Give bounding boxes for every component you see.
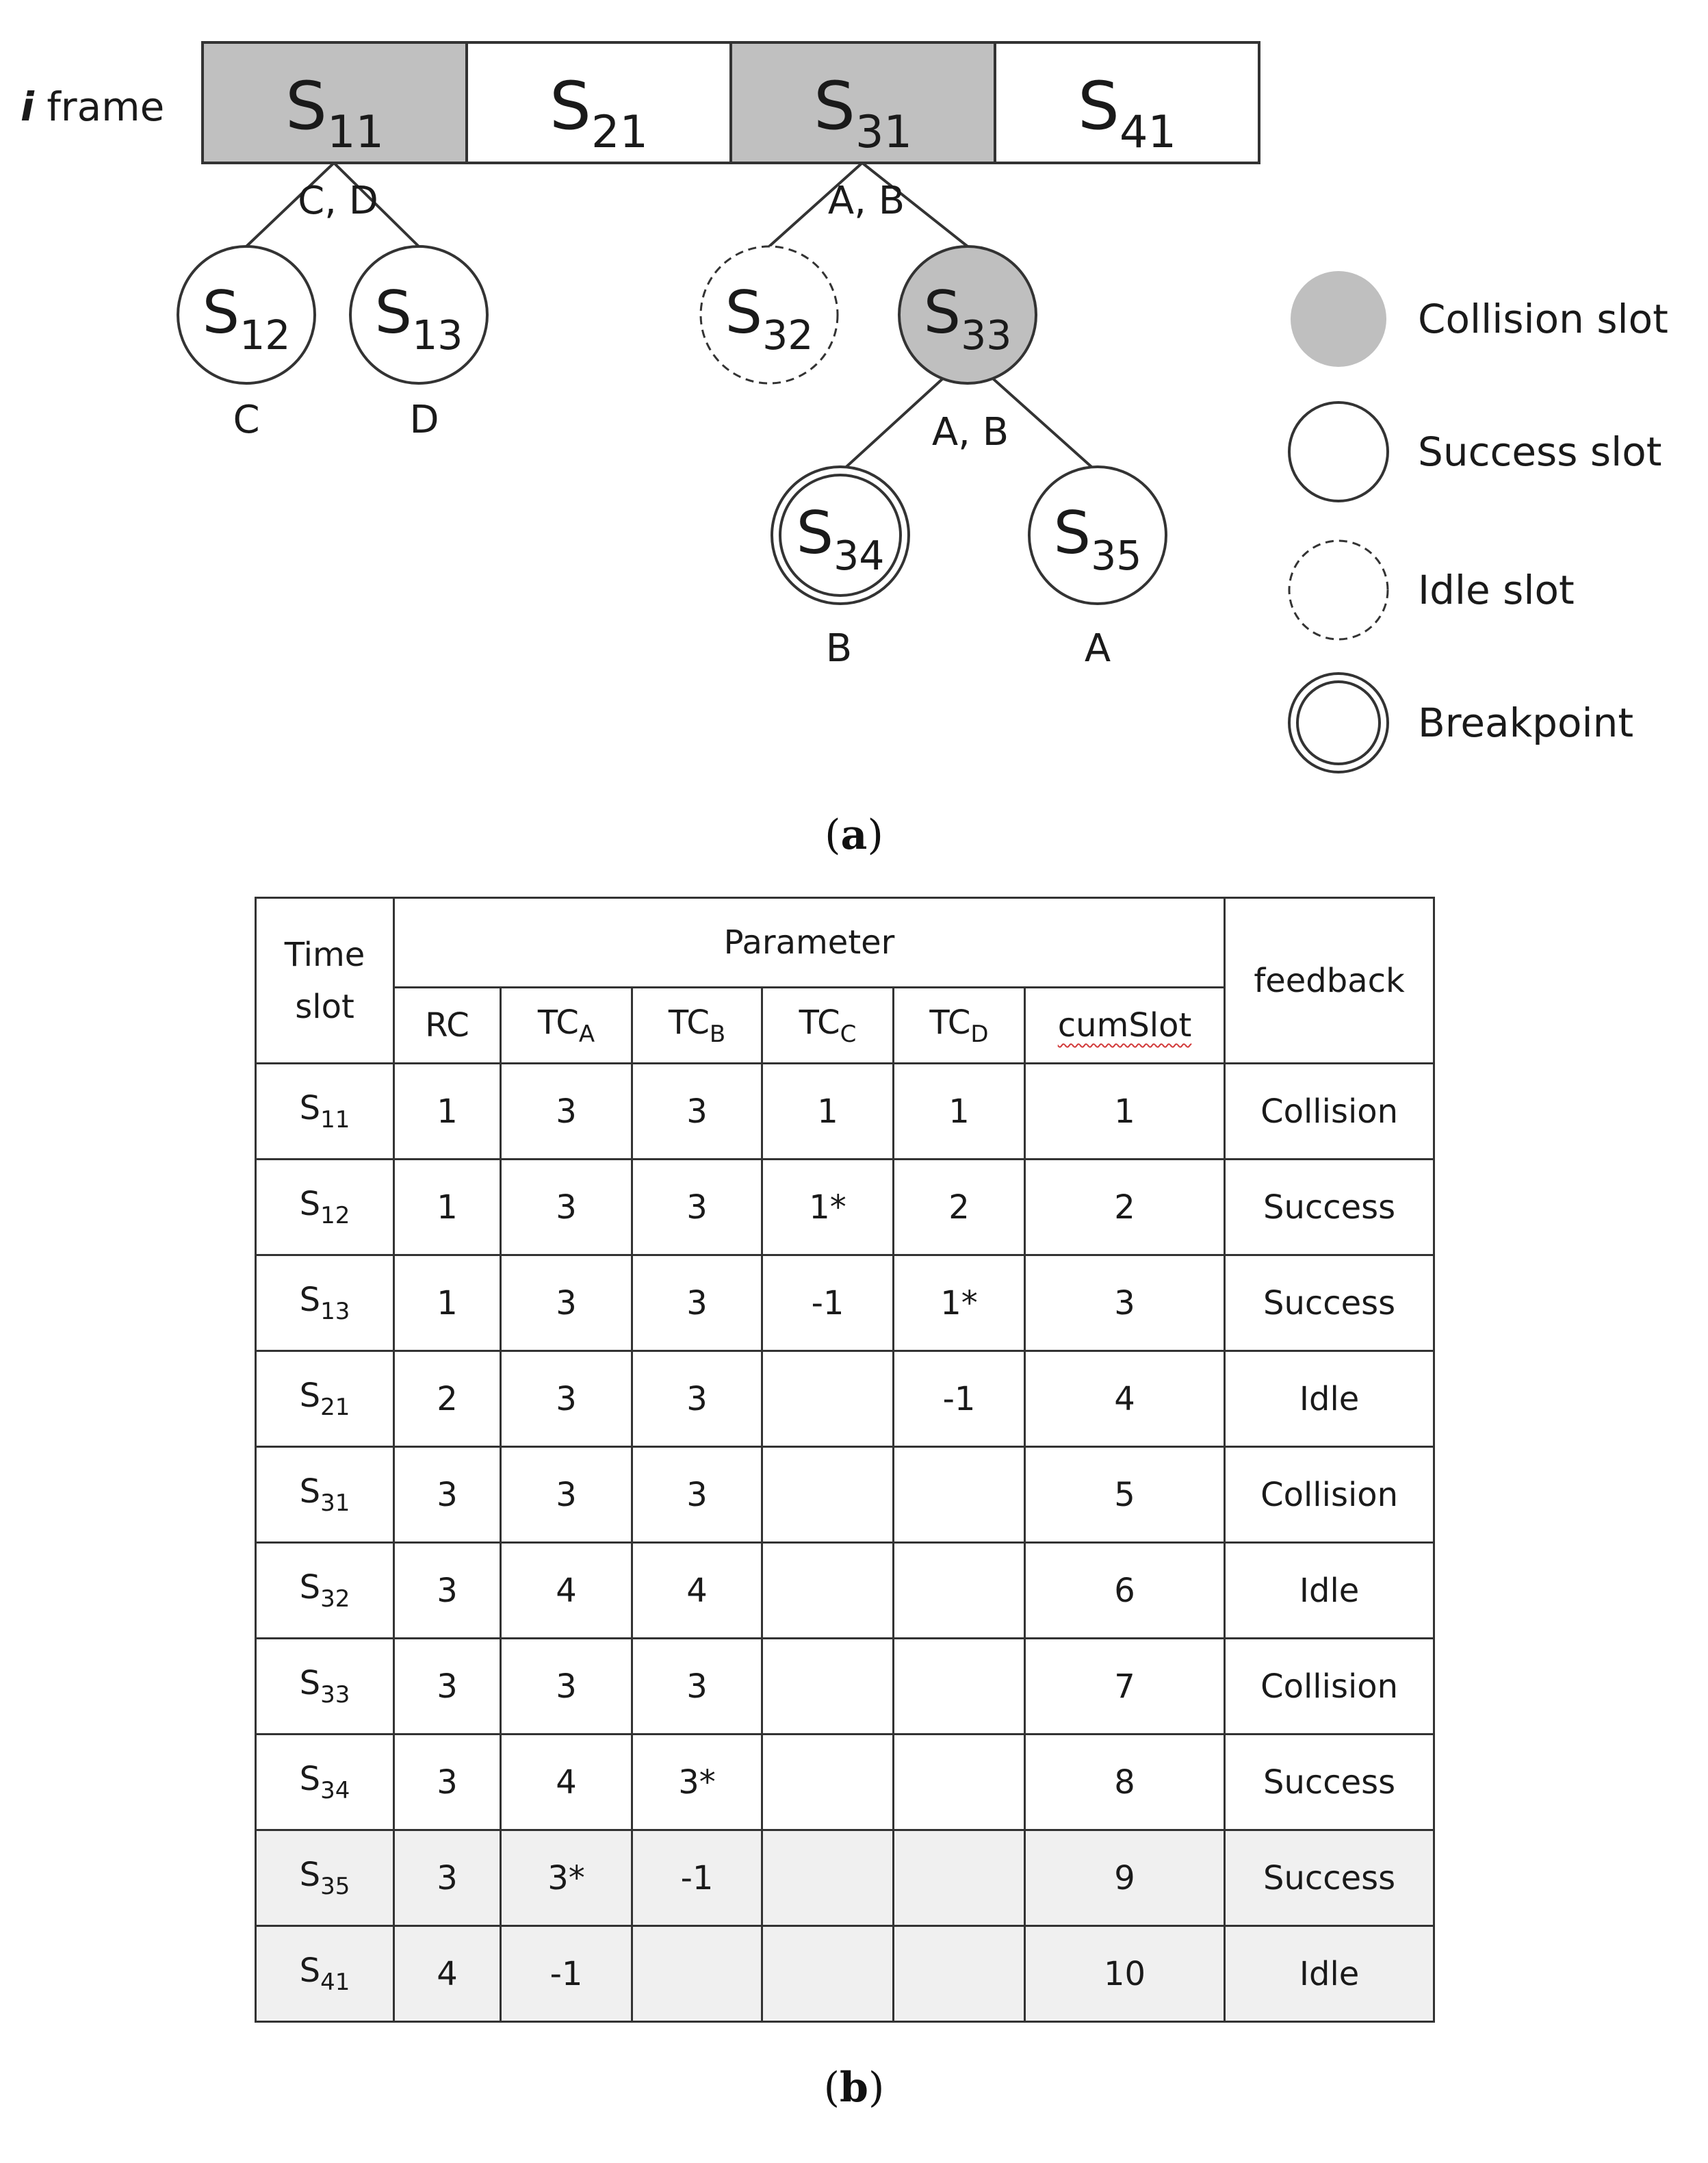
param-value-cell [894, 1447, 1025, 1543]
legend-collision-icon [1291, 271, 1386, 367]
param-value-cell: 3 [394, 1543, 501, 1639]
param-value-cell: 3 [394, 1735, 501, 1830]
param-value-cell [894, 1926, 1025, 2022]
param-value-cell: 4 [632, 1543, 762, 1639]
time-slot-cell: $S_{33}$ [256, 1639, 394, 1735]
legend-label-breakpoint: Breakpoint [1418, 700, 1634, 746]
param-value-cell [632, 1926, 762, 2022]
node-tag-35: A [1084, 626, 1111, 671]
legend-label-idle: Idle slot [1418, 567, 1575, 613]
legend-label-collision: Collision slot [1418, 296, 1668, 342]
param-value-cell: 2 [394, 1351, 501, 1447]
table-row [256, 1735, 1434, 1830]
param-value-cell: 3 [501, 1064, 632, 1160]
time-slot-cell: $S_{32}$ [256, 1543, 394, 1639]
node-success-12 [178, 246, 315, 383]
param-column-header: $TC_C$ [762, 988, 894, 1064]
param-value-cell: 3 [501, 1639, 632, 1735]
param-value-cell: 3 [632, 1351, 762, 1447]
param-value-cell: 1 [894, 1064, 1025, 1160]
param-value-cell: 4 [1025, 1351, 1225, 1447]
node-success-35 [1029, 467, 1166, 604]
feedback-cell: Idle [1225, 1351, 1434, 1447]
table-row [256, 1447, 1434, 1543]
table-row [256, 1543, 1434, 1639]
param-value-cell [762, 1543, 894, 1639]
node-label-33: $S_{33}$ [923, 279, 1012, 359]
param-value-cell: 6 [1025, 1543, 1225, 1639]
param-value-cell: 3 [501, 1447, 632, 1543]
param-value-cell [762, 1639, 894, 1735]
caption-a: (a) [825, 811, 883, 859]
node-tag-12: C [233, 398, 260, 442]
param-value-cell: 3 [632, 1447, 762, 1543]
time-slot-header [256, 898, 394, 1064]
param-value-cell: 3 [501, 1160, 632, 1255]
edge-label: C, D [298, 179, 378, 223]
param-value-cell [894, 1830, 1025, 1926]
param-value-cell: 1* [762, 1160, 894, 1255]
param-value-cell: 2 [894, 1160, 1025, 1255]
node-collision-33 [899, 246, 1036, 383]
legend-breakpoint-icon [1289, 674, 1388, 772]
feedback-cell: Idle [1225, 1926, 1434, 2022]
param-value-cell [894, 1639, 1025, 1735]
time-slot-cell: $S_{13}$ [256, 1255, 394, 1351]
param-value-cell: 2 [1025, 1160, 1225, 1255]
time-slot-cell: $S_{21}$ [256, 1351, 394, 1447]
node-idle-32 [701, 246, 838, 383]
table-header-row [256, 898, 1434, 988]
table-row [256, 1351, 1434, 1447]
table-row [256, 1639, 1434, 1735]
param-value-cell [762, 1351, 894, 1447]
table-body [256, 1064, 1434, 2022]
feedback-cell: Collision [1225, 1639, 1434, 1735]
frame-bar [203, 42, 1259, 163]
param-value-cell: 1 [394, 1064, 501, 1160]
param-value-cell [894, 1543, 1025, 1639]
param-value-cell: 4 [394, 1926, 501, 2022]
node-tag-13: D [409, 398, 439, 442]
param-value-cell: 3 [501, 1351, 632, 1447]
param-value-cell: 1 [1025, 1064, 1225, 1160]
frame-slot-label-31: $S_{31}$ [814, 68, 912, 158]
node-tag-34: B [825, 626, 853, 671]
param-value-cell [762, 1926, 894, 2022]
node-label-35: $S_{35}$ [1053, 499, 1142, 580]
param-value-cell [894, 1735, 1025, 1830]
edge-label: A, B [827, 179, 905, 223]
edge-label: A, B [931, 410, 1009, 455]
time-slot-cell: $S_{34}$ [256, 1735, 394, 1830]
feedback-cell: Collision [1225, 1064, 1434, 1160]
time-slot-header-line2: slot [295, 987, 354, 1026]
frame-slot-label-21: $S_{21}$ [549, 68, 648, 158]
feedback-cell: Success [1225, 1735, 1434, 1830]
caption-a-letter: a [840, 811, 868, 859]
param-value-cell: -1 [632, 1830, 762, 1926]
param-value-cell: -1 [501, 1926, 632, 2022]
time-slot-cell: $S_{35}$ [256, 1830, 394, 1926]
param-value-cell: 3 [632, 1064, 762, 1160]
legend [1289, 271, 1668, 772]
time-slot-header-line1: Time [284, 935, 365, 974]
time-slot-cell: $S_{12}$ [256, 1160, 394, 1255]
legend-idle-icon [1289, 541, 1388, 639]
time-slot-cell: $S_{11}$ [256, 1064, 394, 1160]
feedback-cell: Success [1225, 1255, 1434, 1351]
param-value-cell [762, 1447, 894, 1543]
param-value-cell: 3 [632, 1255, 762, 1351]
param-value-cell: -1 [894, 1351, 1025, 1447]
legend-success-icon [1289, 402, 1388, 501]
param-value-cell: 3* [501, 1830, 632, 1926]
param-value-cell: 3 [394, 1830, 501, 1926]
param-value-cell: 3 [394, 1447, 501, 1543]
param-value-cell: 4 [501, 1735, 632, 1830]
param-value-cell: 3* [632, 1735, 762, 1830]
table-row [256, 1926, 1434, 2022]
feedback-cell: Success [1225, 1830, 1434, 1926]
tree-nodes [178, 246, 1166, 604]
node-label-34: $S_{34}$ [796, 499, 885, 580]
feedback-cell: Idle [1225, 1543, 1434, 1639]
param-value-cell: 3 [1025, 1255, 1225, 1351]
param-value-cell: 9 [1025, 1830, 1225, 1926]
param-value-cell [762, 1830, 894, 1926]
node-label-13: $S_{13}$ [374, 279, 463, 359]
parameter-table [255, 897, 1435, 2023]
legend-label-success: Success slot [1418, 428, 1662, 475]
feedback-cell: Success [1225, 1160, 1434, 1255]
node-label-12: $S_{12}$ [202, 279, 291, 359]
feedback-cell: Collision [1225, 1447, 1434, 1543]
frame-slot-label-41: $S_{41}$ [1078, 68, 1176, 158]
param-value-cell: 3 [632, 1639, 762, 1735]
param-value-cell: -1 [762, 1255, 894, 1351]
table-row [256, 1255, 1434, 1351]
param-column-header: $TC_B$ [632, 988, 762, 1064]
param-column-header: $TC_A$ [501, 988, 632, 1064]
node-success-13 [350, 246, 487, 383]
table-row [256, 1830, 1434, 1926]
time-slot-cell: $S_{41}$ [256, 1926, 394, 2022]
param-value-cell: 10 [1025, 1926, 1225, 2022]
frame-slot-label-11: $S_{11}$ [285, 68, 384, 158]
param-column-header: cumSlot [1025, 988, 1225, 1064]
node-label-32: $S_{32}$ [725, 279, 814, 359]
parameter-header: Parameter [394, 898, 1225, 988]
param-value-cell: 1 [394, 1255, 501, 1351]
param-value-cell: 5 [1025, 1447, 1225, 1543]
param-value-cell: 4 [501, 1543, 632, 1639]
param-value-cell: 3 [501, 1255, 632, 1351]
caption-b: (b) [823, 2064, 885, 2112]
param-value-cell: 7 [1025, 1639, 1225, 1735]
caption-b-letter: b [840, 2064, 868, 2112]
param-value-cell: 1 [762, 1064, 894, 1160]
param-column-header: $TC_D$ [894, 988, 1025, 1064]
param-value-cell: 3 [632, 1160, 762, 1255]
frame-label: i frame [21, 84, 165, 130]
param-value-cell [762, 1735, 894, 1830]
feedback-header: feedback [1225, 898, 1434, 1064]
tree-diagram [0, 0, 1708, 794]
time-slot-cell: $S_{31}$ [256, 1447, 394, 1543]
param-value-cell: 3 [394, 1639, 501, 1735]
param-value-cell: 1 [394, 1160, 501, 1255]
param-value-cell: 1* [894, 1255, 1025, 1351]
node-breakpoint-34 [772, 467, 909, 604]
param-column-header: RC [394, 988, 501, 1064]
table-row [256, 1160, 1434, 1255]
param-value-cell: 8 [1025, 1735, 1225, 1830]
table-row [256, 1064, 1434, 1160]
